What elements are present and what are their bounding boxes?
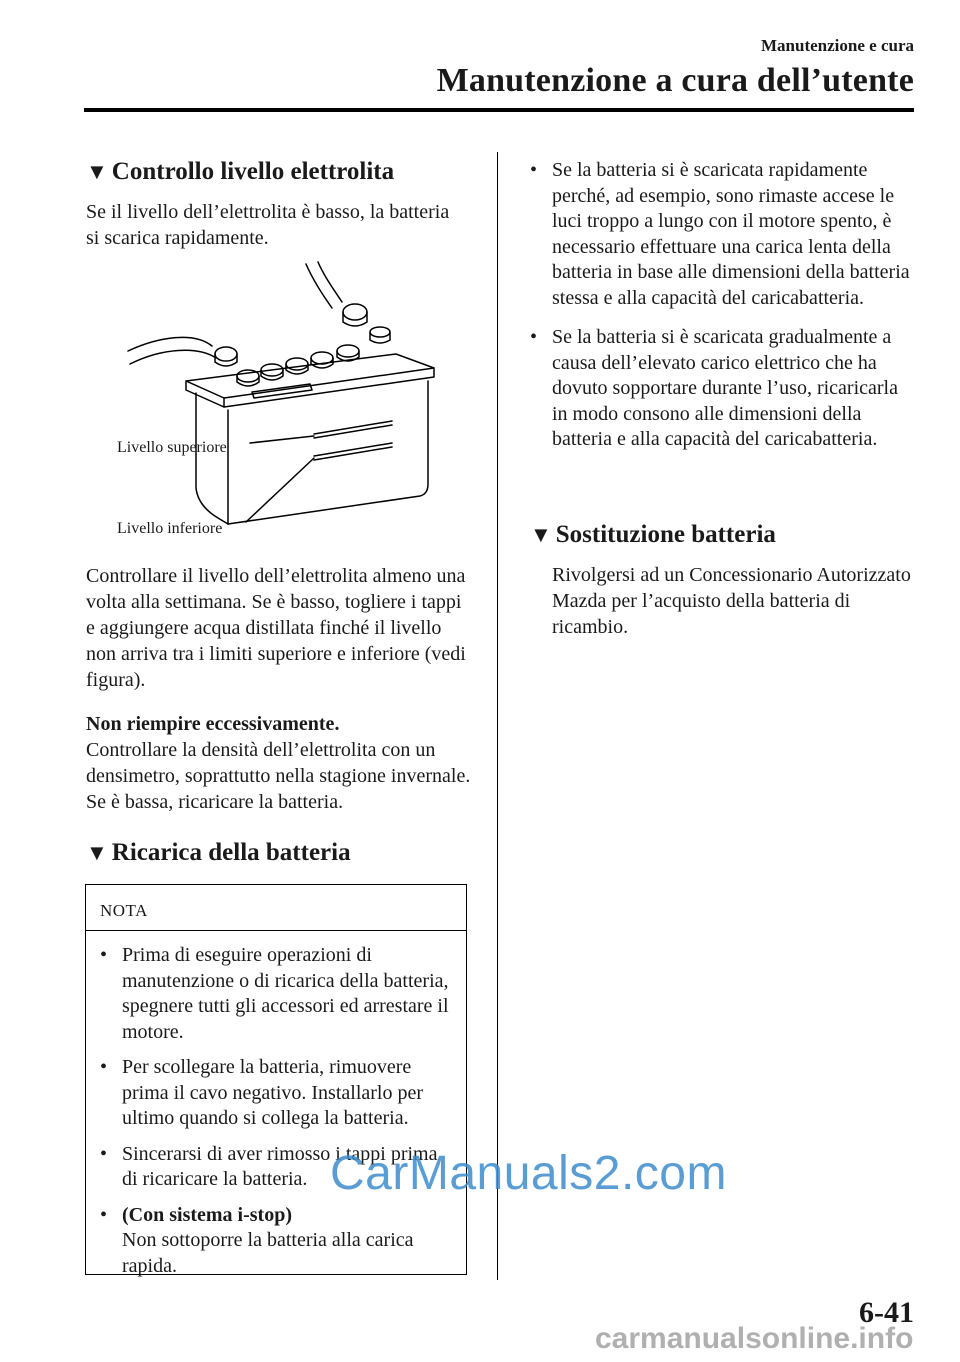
list-item: • Se la batteria si è scaricata gradualmente a causa dell’elevato carico elettrico che ha dovuto sopportare durante l’uso, ricaricarla in modo consono alle dimensioni della batteria e alla capacità del caricabatteria. [530,326,898,450]
page-title: Manutenzione a cura dell’utente [436,62,914,99]
bullet-icon: • [530,326,538,348]
note-bullet: • Prima di eseguire operazioni di manutenzione o di ricarica della batteria, spegnere tutti gli accessori ed arrestare il motore. [100,944,449,1043]
note-title: NOTA [86,885,466,931]
heading-electrolyte-level: ▼ Controllo livello elettrolita [86,158,395,185]
bullet-icon: • [100,1056,108,1078]
replacement-paragraph: Rivolgersi ad un Concessionario Autorizzato Mazda per l’acquisto della batteria di ricambio. [552,564,911,638]
bullet-icon: • [530,159,538,181]
label-upper-level: Livello superiore [117,439,227,456]
intro-paragraph: Se il livello dell’elettrolita è basso, la batteria si scarica rapidamente. [86,201,450,249]
watermark-site: carmanualsonline.info [595,1322,914,1355]
bullet-icon: • [100,1142,108,1165]
label-lower-level: Livello inferiore [117,520,223,537]
list-item: • Se la batteria si è scaricata rapidamente perché, ad esempio, sono rimaste accese le luci troppo a lungo con il motore spento, è necessario effettuare una carica lenta della batteria in base alle dimensioni della batteria stessa e alla capacità del caricabatteria. [530,159,910,309]
bullet-icon: • [100,944,108,966]
heading-recharge: ▼ Ricarica della batteria [86,839,351,866]
note-body [100,943,454,1289]
triangle-down-icon: ▼ [530,522,552,547]
warning-heading: Non riempire eccessivamente. [86,713,340,735]
density-paragraph: Controllare la densità dell’elettrolita con un densimetro, soprattutto nella stagione invernale. Se è bassa, ricaricare la batteria. [86,739,471,813]
battery-illustration [100,256,450,546]
column-divider [497,152,498,1280]
header-rule [84,108,914,112]
note-bullet: • Sincerarsi di aver rimosso i tappi prima di ricaricare la batteria. [100,1142,438,1190]
heading-replacement: ▼ Sostituzione batteria [530,521,776,548]
note-box [85,884,467,1275]
check-paragraph: Controllare il livello dell’elettrolita almeno una volta alla settimana. Se è basso, togliere i tappi e aggiungere acqua distillata finché il livello non arriva tra i limiti superiore e inferiore (vedi figura). [86,565,466,691]
note-bullet: • (Con sistema i-stop) Non sottoporre la batteria alla carica rapida. [100,1203,414,1277]
note-bullet: • Per scollegare la batteria, rimuovere prima il cavo negativo. Installarlo per ultimo quando si collega la batteria. [100,1056,424,1129]
triangle-down-icon: ▼ [86,159,108,184]
right-bullets [530,158,918,463]
page-number: 6-41 [859,1296,914,1329]
section-label: Manutenzione e cura [761,36,914,55]
watermark-brand: CarManuals2.com [330,1147,727,1200]
bullet-icon: • [100,1203,108,1226]
triangle-down-icon: ▼ [86,840,108,865]
